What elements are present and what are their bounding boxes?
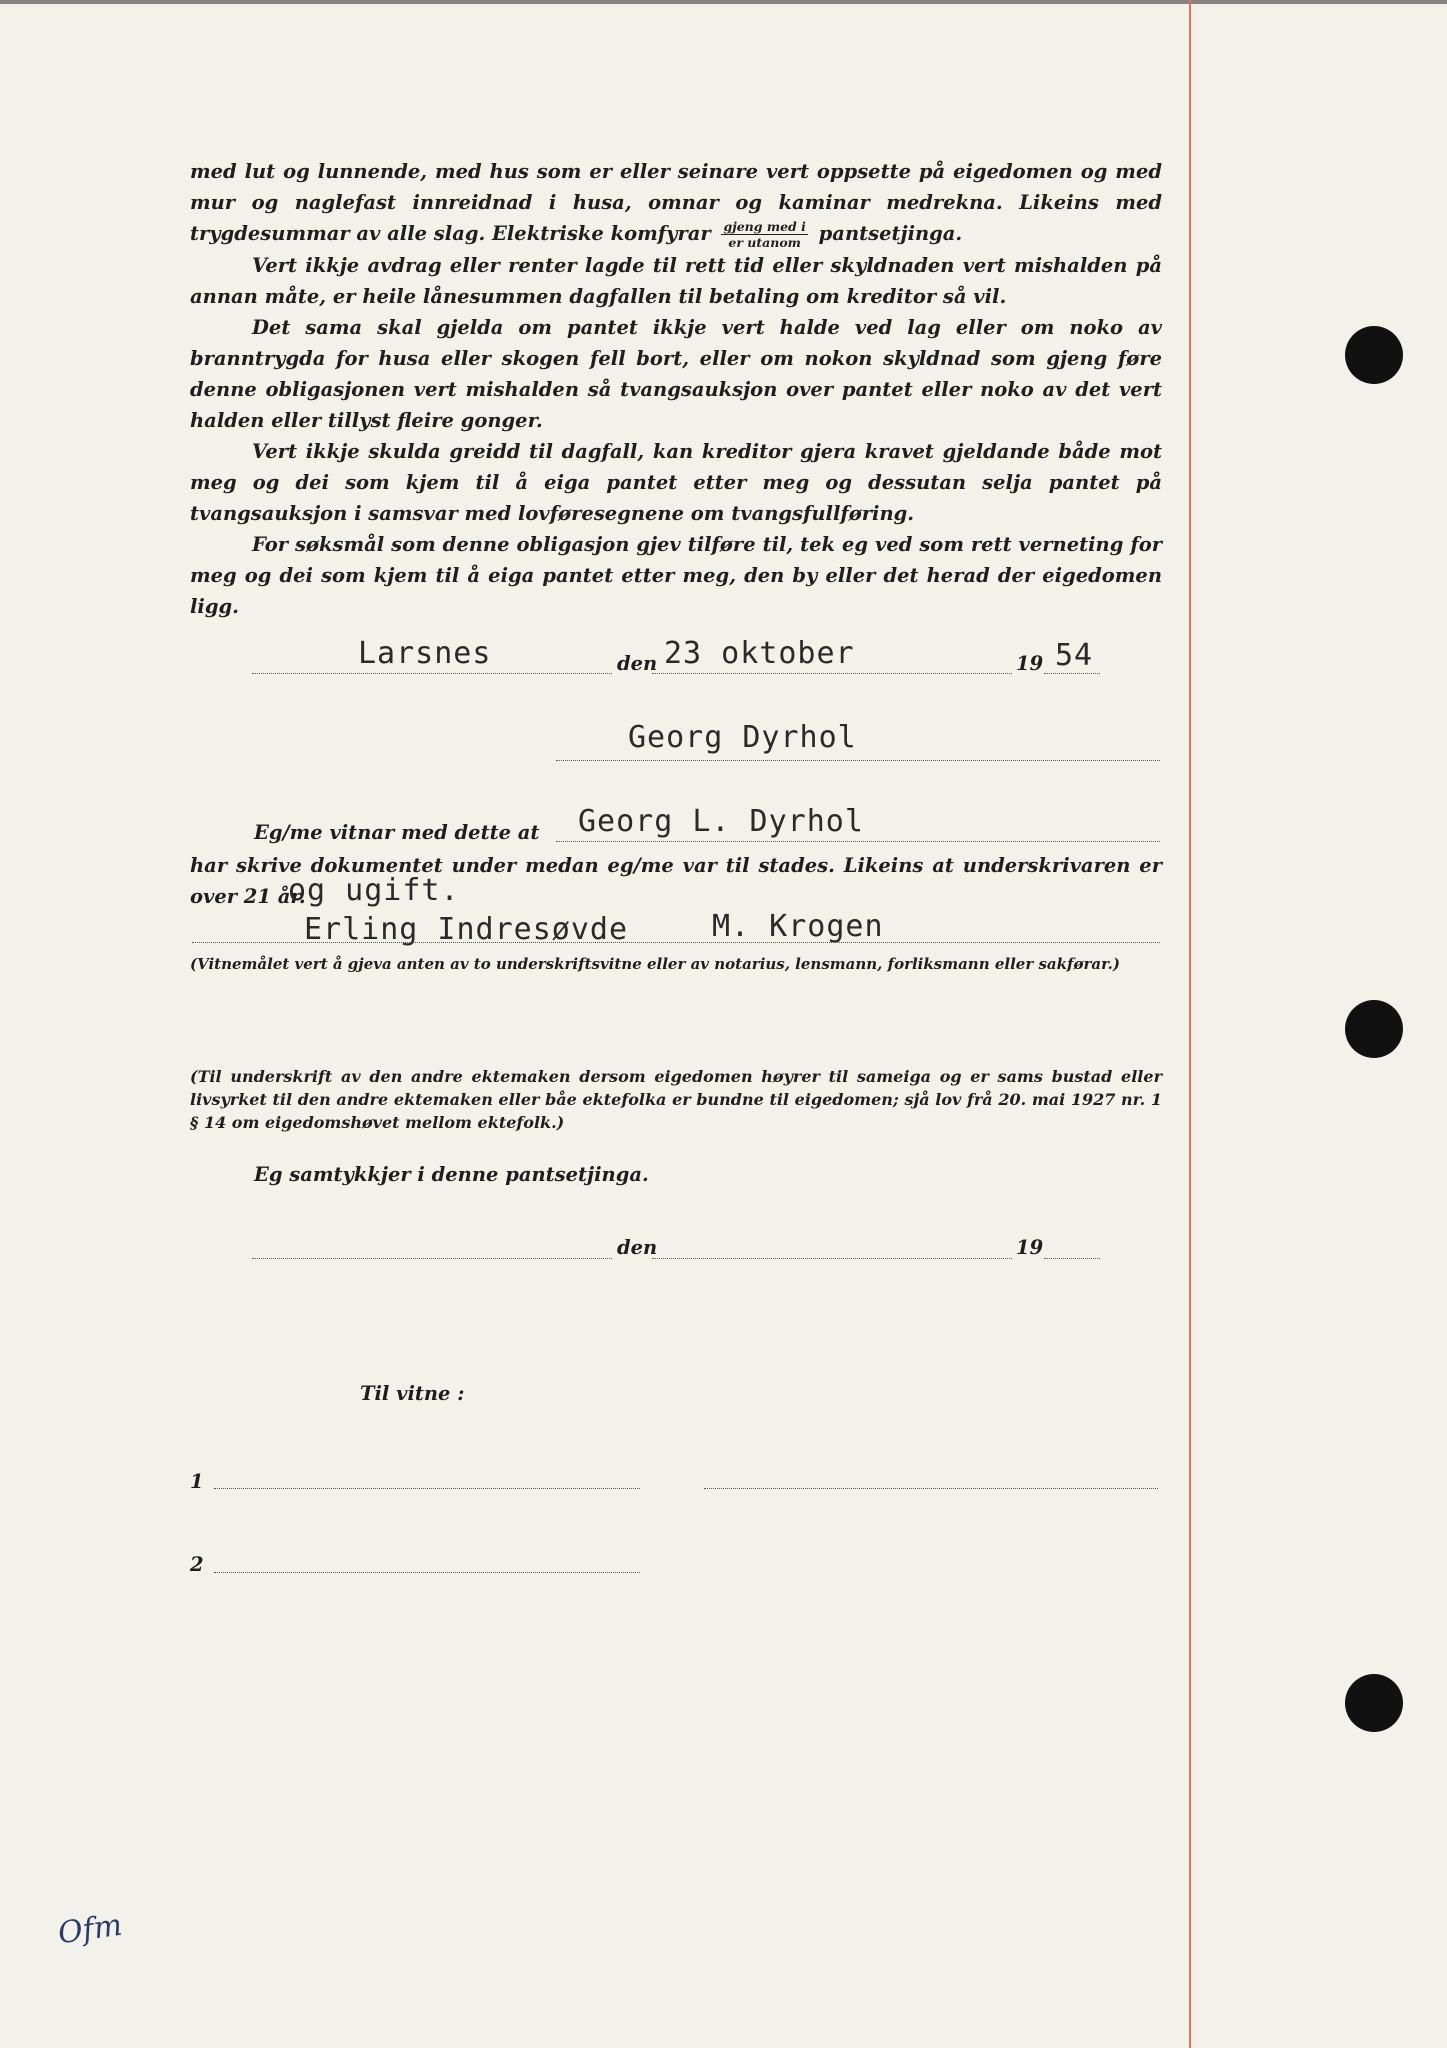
paragraph-3: Det sama skal gjelda om pantet ikkje vert halde ved lag eller om noko av branntrygda for husa eller skogen fell bort, eller om nokon skyldnad som gjeng føre denne obligasjonen vert mishalden så tvangsauksjon over pantet eller noko av det vert halden eller tillyst fleire gonger. <box>190 316 1162 432</box>
handwritten-initials: Ofm <box>55 1907 125 1952</box>
til-vitne-line-1b <box>704 1488 1158 1489</box>
witness-1-name: Erling Indresøvde <box>304 912 629 947</box>
spouse-place-line <box>252 1258 612 1259</box>
date-value: 23 oktober <box>664 636 855 671</box>
body-text <box>190 156 1162 622</box>
til-vitne-number-1: 1 <box>190 1470 204 1493</box>
place-value: Larsnes <box>358 636 492 671</box>
fraction-bottom: er utanom <box>728 235 801 250</box>
fraction-top: gjeng med i <box>723 219 806 234</box>
date-den-label: den <box>617 652 658 675</box>
witness-2-name: M. Krogen <box>712 909 884 944</box>
spouse-year-prefix: 19 <box>1016 1236 1044 1259</box>
punch-hole-bottom <box>1345 1674 1403 1732</box>
spouse-year-line <box>1044 1258 1100 1259</box>
punch-hole-middle <box>1345 1000 1403 1058</box>
spouse-date-line <box>652 1258 1012 1259</box>
place-line <box>252 673 612 674</box>
paragraph-5: For søksmål som denne obligasjon gjev tilføre til, tek eg ved som rett verneting for meg og dei som kjem til å eiga pantet etter meg, den by eller det herad der eigedomen ligg. <box>190 533 1162 618</box>
top-edge <box>0 0 1447 4</box>
spouse-consent: Eg samtykkjer i denne pantsetjinga. <box>254 1163 649 1186</box>
til-vitne-number-2: 2 <box>190 1553 204 1576</box>
paragraph-1 <box>190 156 1162 250</box>
witness-label: Eg/me vitnar med dette at <box>254 821 540 844</box>
year-prefix: 19 <box>1016 652 1044 675</box>
margin-line <box>1189 0 1191 2048</box>
fraction-choice <box>721 219 807 250</box>
witness-extra: og ugift. <box>288 873 460 908</box>
date-line <box>652 673 1012 674</box>
til-vitne-label: Til vitne : <box>360 1382 465 1405</box>
paragraph-1-text: med lut og lunnende, med hus som er eller seinare vert oppsette på eigedomen og med mur og naglefast innreidnad i husa, omnar og kaminar medrekna. Likeins med trygdesummar av alle slag. Elektriske komfyrar <box>190 160 1162 245</box>
til-vitne-line-2 <box>214 1572 640 1573</box>
witness-note: (Vitnemålet vert å gjeva anten av to underskriftsvitne eller av notarius, lensmann, forliksmann eller sakførar.) <box>190 955 1120 973</box>
paragraph-1-end: pantsetjinga. <box>818 222 963 245</box>
punch-hole-top <box>1345 326 1403 384</box>
paragraph-2: Vert ikkje avdrag eller renter lagde til rett tid eller skyldnaden vert mishalden på annan måte, er heile lånesummen dagfallen til betaling om kreditor så vil. <box>190 254 1162 308</box>
witness-name-value: Georg L. Dyrhol <box>578 804 864 839</box>
signature-value: Georg Dyrhol <box>628 720 857 755</box>
year-line <box>1044 673 1100 674</box>
spouse-note: (Til underskrift av den andre ektemaken dersom eigedomen høyrer til sameiga og er sams bustad eller livsyrket til den andre ektemaken eller båe ektefolka er bundne til eigedomen; sjå lov frå 20. mai 1927 nr. 1 § 14 om eigedomshøvet mellom ektefolk.) <box>190 1067 1162 1132</box>
til-vitne-line-1a <box>214 1488 640 1489</box>
spouse-den-label: den <box>617 1236 658 1259</box>
signature-line <box>556 760 1160 761</box>
year-suffix: 54 <box>1055 638 1094 673</box>
witness-name-line <box>556 841 1160 842</box>
paragraph-4: Vert ikkje skulda greidd til dagfall, kan kreditor gjera kravet gjeldande både mot meg og dei som kjem til å eiga pantet etter meg og dessutan selja pantet på tvangsauksjon i samsvar med lovføresegnene om tvangsfullføring. <box>190 440 1162 525</box>
witness-sign-line <box>192 942 1160 943</box>
witness-text: har skrive dokumentet under medan eg/me var til stades. Likeins at underskrivaren er over 21 år. <box>190 854 1162 908</box>
